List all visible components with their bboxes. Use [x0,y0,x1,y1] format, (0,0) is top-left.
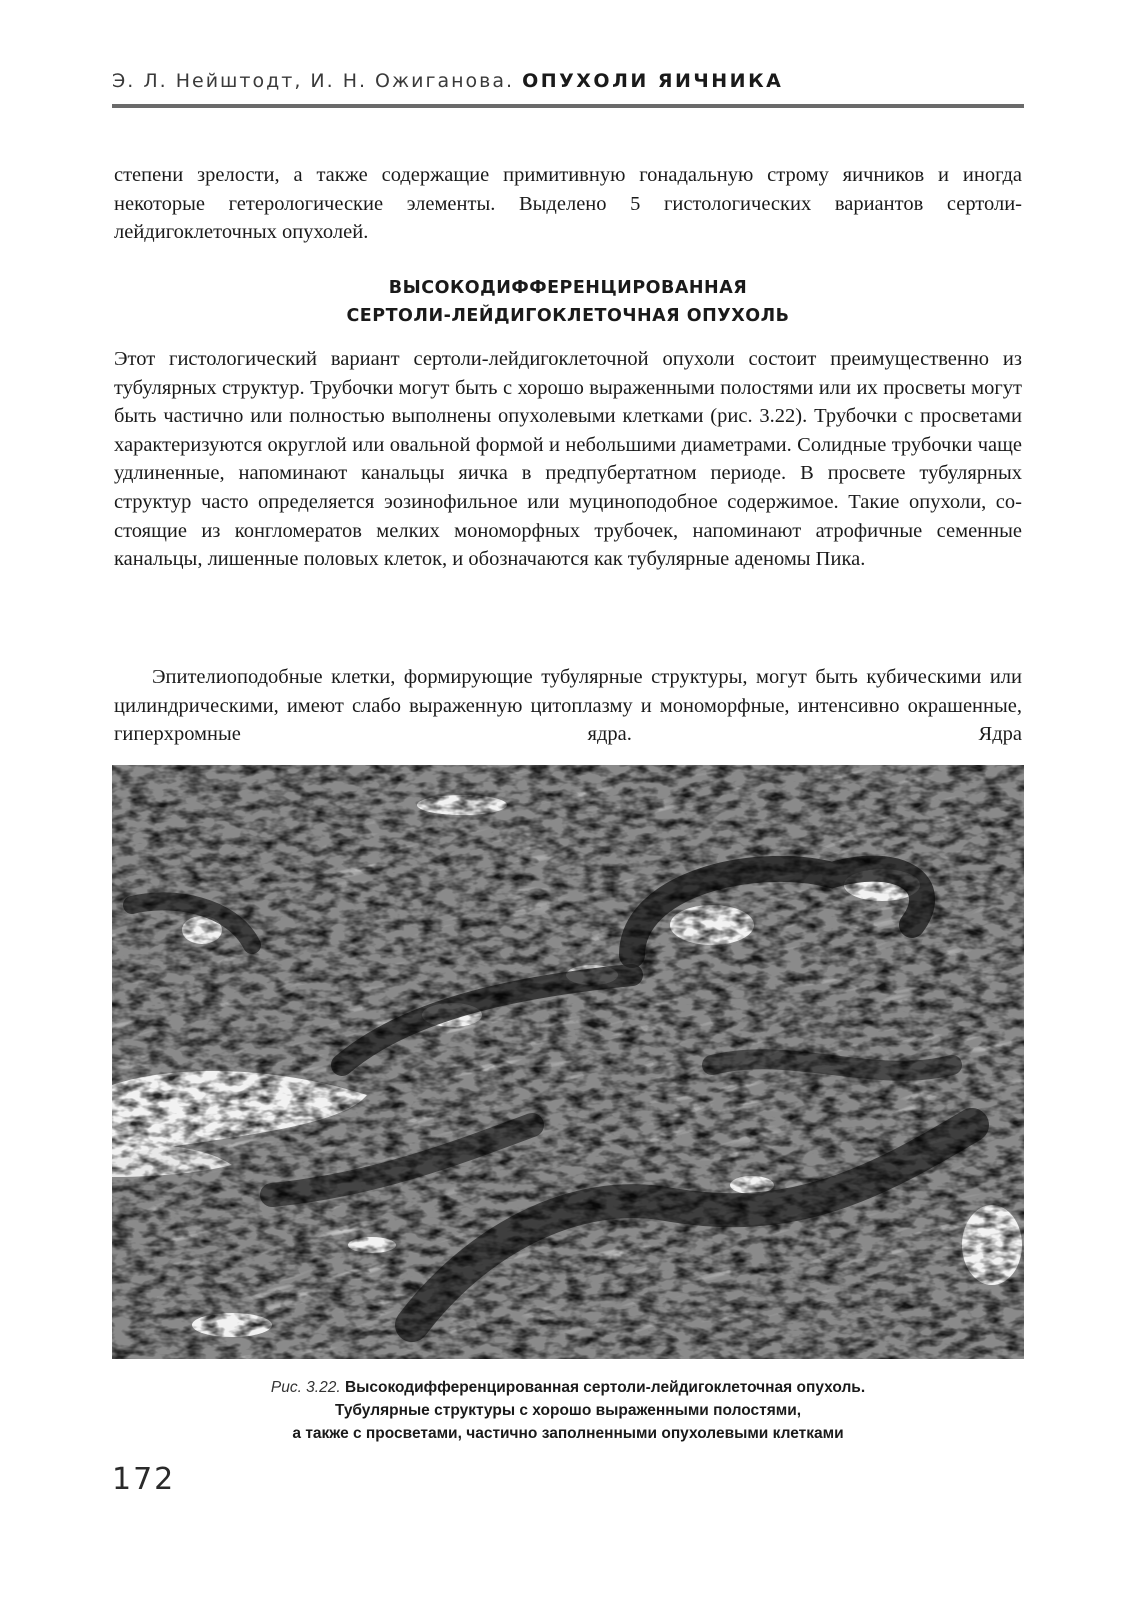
caption-line-3: а также с просветами, частично заполненными опухолевыми клетками [292,1425,844,1442]
paragraph-intro: степени зрелости, а также содержащие примитивную гонадальную строму яичников и иногда некоторые гетерологические элементы. Выделено 5 гистологических вариантов сертоли-лейдигоклеточных опухолей. [114,164,1022,244]
caption-line-1 [112,1376,1024,1399]
header-rule [112,104,1024,108]
section-heading-line-1: ВЫСОКОДИФФЕРЕНЦИРОВАННАЯ [388,278,748,298]
header-authors: Э. Л. Нейштодт, И. Н. Ожиганова. [112,70,515,92]
micrograph-image [112,765,1024,1359]
micrograph-texture [112,765,1024,1359]
page-number: 172 [112,1462,176,1497]
figure-label: Рис. 3.22. [270,1379,341,1396]
caption-line-2: Тубулярные структуры с хорошо выраженными полостями, [334,1402,802,1419]
section-heading [114,274,1022,330]
figure-caption [112,1376,1024,1445]
paragraph-cells: Эпителиоподобные клетки, формирующие тубулярные структуры, могут быть кубическими или цилиндрическими, имеют слабо выраженную цитоплазму и мономорфные, интенсивно окрашенные, гиперхромные ядра. Ядра [114,666,1022,746]
paragraph-description: Этот гистологический вариант сертоли-лейдигоклеточной опухоли состоит преимущественно из тубулярных структур. Трубочки могут быть с хорошо выраженными полостями или их просветы могут быть частично или полностью выполнены опухолевыми клетками (рис. 3.22). Трубочки с просветами характеризуются округлой или овальной формой и небольшими диаметрами. Солидные трубочки чаще удлиненные, напоминают канальцы яичка в предпубертатном периоде. В просвете тубулярных структур часто определяется эозинофильное или муциноподобное содержимое. Такие опухоли, состоящие из конгломератов мелких мономорфных трубочек, напоминают атрофичные семенные канальцы, лишенные половых клеток, и обозначаются как тубулярные аденомы Пика. [114,348,1022,571]
micrograph-figure [112,765,1024,1359]
header-book-title: ОПУХОЛИ ЯИЧНИКА [522,70,784,92]
caption-text-1: Высокодифференцированная сертоли-лейдигоклеточная опухоль. [344,1379,866,1396]
section-heading-line-2: СЕРТОЛИ-ЛЕЙДИГОКЛЕТОЧНАЯ ОПУХОЛЬ [346,306,790,326]
running-head [112,70,1022,92]
